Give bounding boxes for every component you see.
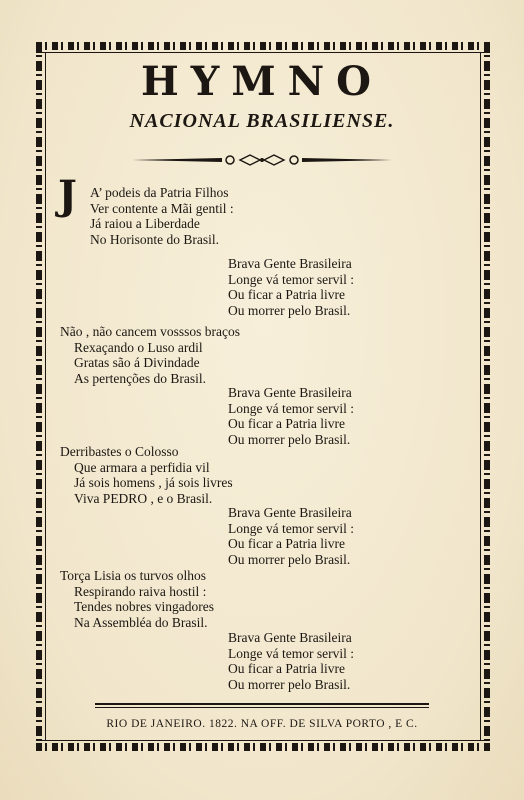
chorus-line: Ou morrer pelo Brasil. (228, 551, 351, 567)
chorus-line: Ou morrer pelo Brasil. (228, 302, 351, 318)
chorus-line: Ou morrer pelo Brasil. (228, 676, 351, 692)
chorus-line: Brava Gente Brasileira (228, 505, 352, 520)
verse-line: Derribastes o Colosso (60, 444, 179, 459)
border-inner-line-top (36, 52, 490, 53)
chorus-line: Longe vá temor servil : (228, 520, 354, 536)
verse-line: A’ podeis da Patria Filhos (90, 185, 229, 200)
border-inner-line-left (45, 52, 46, 740)
chorus-line: Longe vá temor servil : (228, 400, 354, 416)
ornamental-border-top (36, 42, 490, 50)
chorus-line: Brava Gente Brasileira (228, 256, 352, 271)
chorus-line: Ou ficar a Patria livre (228, 661, 345, 676)
chorus-3 (228, 505, 354, 567)
verse-line: Ver contente a Mãi gentil : (90, 200, 234, 216)
chorus-line: Brava Gente Brasileira (228, 630, 352, 645)
verse-line: Viva PEDRO , e o Brasil. (74, 490, 213, 506)
verse-line: As pertenções do Brasil. (74, 370, 206, 386)
chorus-line: Longe vá temor servil : (228, 645, 354, 661)
chorus-1 (228, 256, 354, 318)
ornamental-border-right (484, 42, 490, 751)
chorus-line: Ou ficar a Patria livre (228, 416, 345, 431)
verse-line: Que armara a perfidia vil (74, 459, 210, 475)
stanza-4 (60, 568, 214, 630)
stanza-2 (60, 324, 240, 386)
border-inner-line-right (480, 52, 481, 740)
verse-line: Já sois homens , já sois livres (74, 475, 233, 490)
verse-line: Rexaçando o Luso ardil (74, 339, 203, 355)
verse-line: Respirando raiva hostil : (74, 583, 207, 599)
verse-line: No Horisonte do Brasil. (90, 231, 219, 247)
verse-line: Gratas são á Divindade (74, 355, 200, 370)
ornamental-border-bottom (36, 743, 490, 751)
verse-line: Na Assembléa do Brasil. (74, 614, 208, 630)
verse-line: Torça Lisia os turvos olhos (60, 568, 207, 583)
ornamental-border-left (36, 42, 42, 751)
stanza-3 (60, 444, 233, 506)
chorus-line: Ou ficar a Patria livre (228, 536, 345, 551)
document-subtitle: NACIONAL BRASILIENSE. (129, 110, 395, 132)
chorus-4 (228, 630, 354, 692)
drop-cap: J (58, 172, 77, 219)
chorus-2 (228, 385, 354, 447)
decorative-divider (130, 153, 394, 167)
verse-line: Não , não cancem vosssos braços (60, 324, 240, 339)
chorus-line: Brava Gente Brasileira (228, 385, 352, 400)
chorus-line: Ou ficar a Patria livre (228, 287, 345, 302)
border-inner-line-bottom (36, 740, 490, 741)
chorus-line: Ou morrer pelo Brasil. (228, 431, 351, 447)
verse-line: Já raiou a Liberdade (90, 216, 200, 231)
imprint-line: RIO DE JANEIRO. 1822. NA OFF. DE SILVA PORTO , E C. (106, 718, 418, 730)
double-rule-bottom (95, 707, 429, 708)
document-title: HYMNO (140, 58, 384, 105)
stanza-1 (90, 185, 234, 247)
chorus-line: Longe vá temor servil : (228, 271, 354, 287)
double-rule-top (95, 703, 429, 705)
verse-line: Tendes nobres vingadores (74, 599, 215, 614)
